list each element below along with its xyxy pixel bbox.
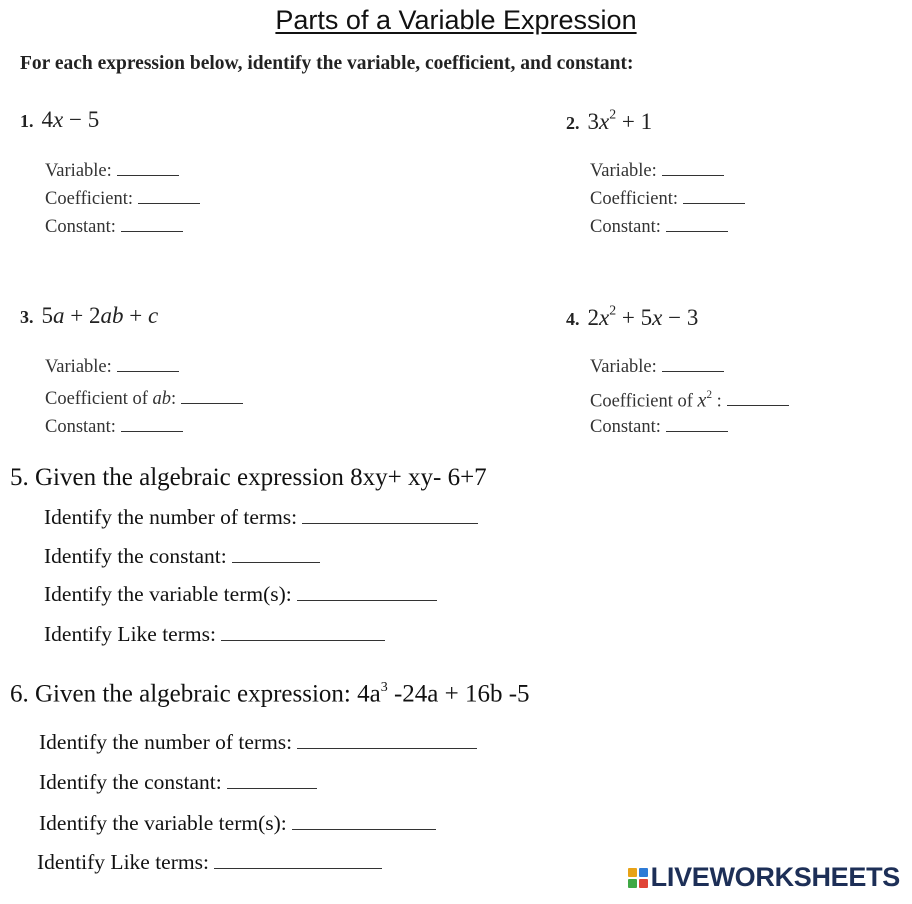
problem-number: 4.: [566, 309, 580, 330]
variable-field: Variable:: [590, 161, 724, 182]
constant-field: Constant:: [45, 217, 183, 238]
q5-number-of-terms: Identify the number of terms:: [44, 505, 478, 530]
answer-blank[interactable]: [292, 828, 436, 830]
answer-blank[interactable]: [297, 747, 477, 749]
problem-3: [20, 303, 158, 329]
question-6-prompt: 6. Given the algebraic expression: $4a^3$ -24a + 16b -5: [10, 680, 530, 708]
constant-field: Constant:: [590, 217, 728, 238]
q6-variable-terms: Identify the variable term(s):: [39, 811, 436, 836]
expression: 4x − 5: [41, 107, 100, 132]
q6-like-terms: Identify Like terms:: [37, 850, 382, 875]
answer-blank[interactable]: [232, 561, 320, 563]
logo-square: [639, 868, 648, 877]
constant-field: Constant:: [590, 417, 728, 438]
logo-mark-icon: [628, 868, 648, 888]
answer-blank[interactable]: [662, 370, 724, 372]
expression: $2x^2 + 5x - 3$: [587, 303, 699, 331]
variable-field: Variable:: [45, 357, 179, 378]
answer-blank[interactable]: [214, 867, 382, 869]
coefficient-field: Coefficient:: [45, 189, 200, 210]
problem-number: 3.: [20, 307, 34, 327]
answer-blank[interactable]: [683, 202, 745, 204]
variable-field: Variable:: [590, 357, 724, 378]
expression: $3x^2 + 1$: [587, 107, 653, 135]
answer-blank[interactable]: [302, 522, 478, 524]
answer-blank[interactable]: [117, 174, 179, 176]
answer-blank[interactable]: [221, 639, 385, 641]
q5-constant: Identify the constant:: [44, 544, 320, 569]
problem-number: 1.: [20, 111, 34, 131]
coefficient-field: Coefficient of $x^2$ :: [590, 389, 789, 412]
answer-blank[interactable]: [181, 402, 243, 404]
logo-square: [639, 879, 648, 888]
problem-1: [20, 107, 99, 133]
answer-blank[interactable]: [117, 370, 179, 372]
liveworksheets-logo[interactable]: [628, 862, 900, 893]
q6-number-of-terms: Identify the number of terms:: [39, 730, 477, 755]
logo-square: [628, 868, 637, 877]
variable-field: Variable:: [45, 161, 179, 182]
constant-field: Constant:: [45, 417, 183, 438]
question-5-prompt: 5. Given the algebraic expression 8xy+ xy- 6+7: [10, 464, 487, 491]
q5-like-terms: Identify Like terms:: [44, 622, 385, 647]
problem-2: [566, 107, 652, 135]
answer-blank[interactable]: [297, 599, 437, 601]
coefficient-field: Coefficient of ab:: [45, 389, 243, 410]
expression: 5a + 2ab + c: [41, 303, 159, 328]
page-title: Parts of a Variable Expression: [275, 5, 637, 35]
problem-number: 2.: [566, 113, 580, 134]
answer-blank[interactable]: [727, 404, 789, 406]
q6-constant: Identify the constant:: [39, 770, 317, 795]
logo-text: LIVEWORKSHEETS: [650, 862, 900, 892]
q5-variable-terms: Identify the variable term(s):: [44, 582, 437, 607]
answer-blank[interactable]: [121, 430, 183, 432]
answer-blank[interactable]: [666, 430, 728, 432]
answer-blank[interactable]: [227, 787, 317, 789]
answer-blank[interactable]: [138, 202, 200, 204]
coefficient-field: Coefficient:: [590, 189, 745, 210]
answer-blank[interactable]: [666, 230, 728, 232]
problem-4: [566, 303, 698, 331]
answer-blank[interactable]: [121, 230, 183, 232]
instructions: For each expression below, identify the variable, coefficient, and constant:: [20, 53, 634, 74]
answer-blank[interactable]: [662, 174, 724, 176]
logo-square: [628, 879, 637, 888]
